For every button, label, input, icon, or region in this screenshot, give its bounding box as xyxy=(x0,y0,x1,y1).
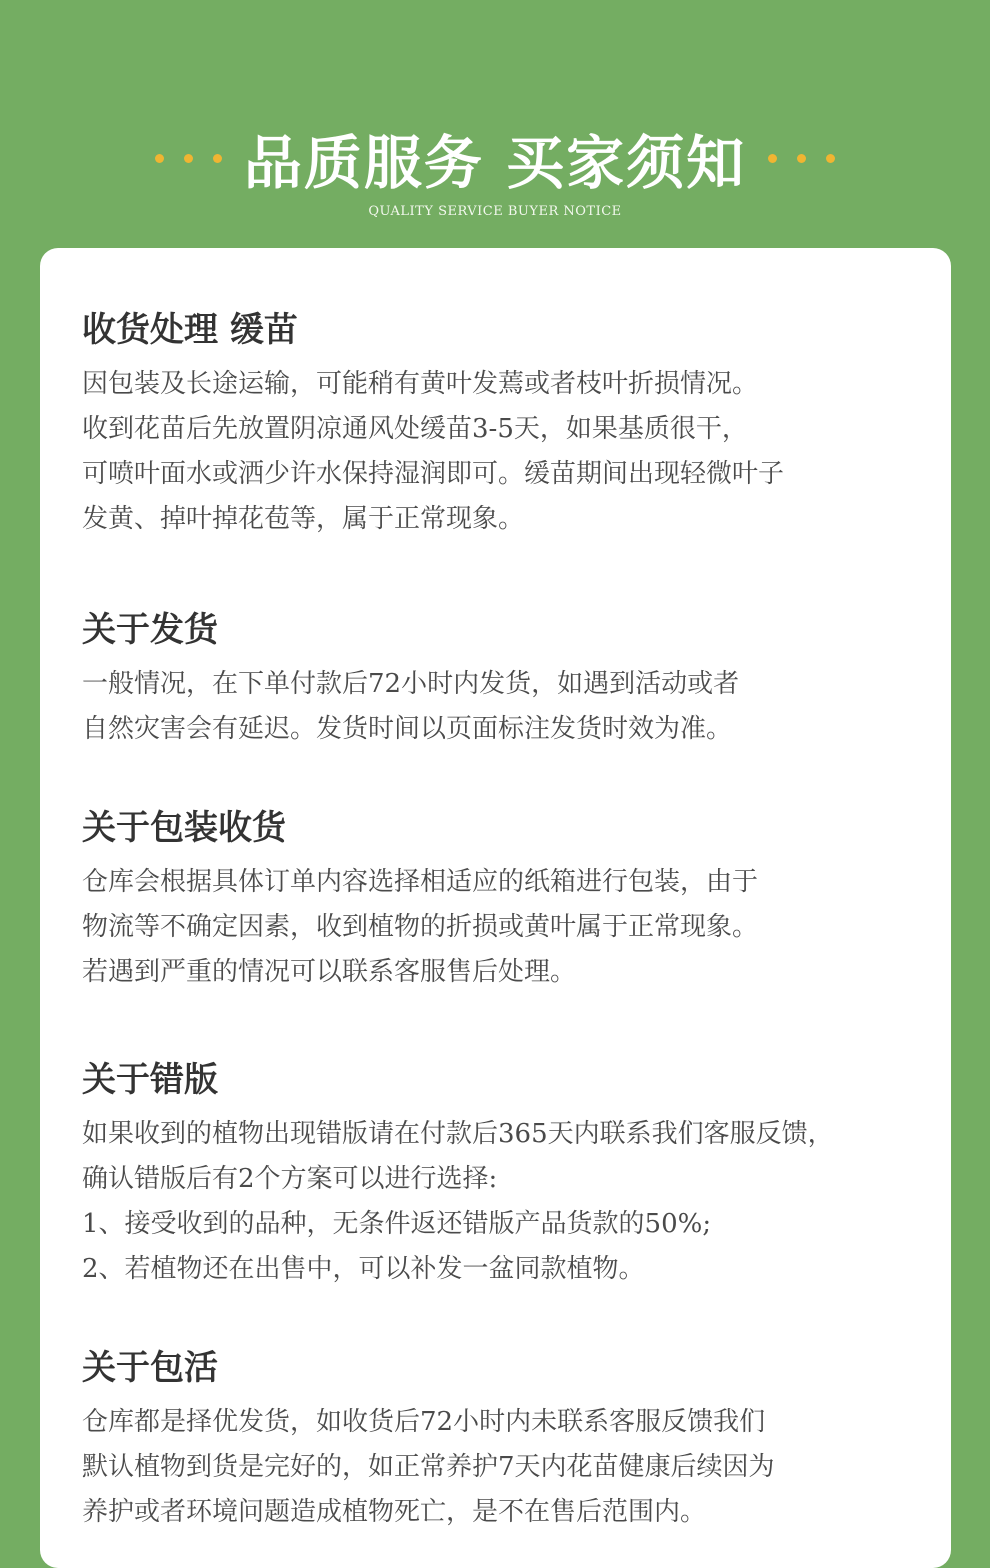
section-body xyxy=(82,860,942,995)
body-line: 2、若植物还在出售中，可以补发一盆同款植物。 xyxy=(82,1254,645,1284)
section-packaging xyxy=(82,806,942,995)
dot-icon xyxy=(768,154,777,163)
notice-card xyxy=(40,248,951,1568)
body-line: 仓库都是择优发货，如收货后72小时内未联系客服反馈我们 xyxy=(82,1407,766,1437)
header-banner xyxy=(0,0,990,248)
left-dots-decoration xyxy=(155,154,222,163)
section-survival-guarantee xyxy=(82,1346,942,1535)
title-row xyxy=(0,118,990,198)
body-line: 发黄、掉叶掉花苞等，属于正常现象。 xyxy=(82,504,525,534)
section-title: 收货处理 缓苗 xyxy=(82,310,298,350)
dot-icon xyxy=(797,154,806,163)
dot-icon xyxy=(213,154,222,163)
section-title: 关于发货 xyxy=(82,610,218,650)
body-line: 可喷叶面水或洒少许水保持湿润即可。缓苗期间出现轻微叶子 xyxy=(82,459,785,489)
body-line: 默认植物到货是完好的，如正常养护7天内花苗健康后续因为 xyxy=(82,1452,775,1482)
body-line: 收到花苗后先放置阴凉通风处缓苗3-5天，如果基质很干， xyxy=(82,414,748,444)
section-shipping xyxy=(82,608,942,752)
section-receiving xyxy=(82,308,942,542)
dot-icon xyxy=(184,154,193,163)
body-line: 自然灾害会有延迟。发货时间以页面标注发货时效为准。 xyxy=(82,714,733,744)
dot-icon xyxy=(826,154,835,163)
right-dots-decoration xyxy=(768,154,835,163)
page-subtitle: QUALITY SERVICE BUYER NOTICE xyxy=(368,204,622,219)
section-wrong-variety xyxy=(82,1058,942,1292)
body-line: 因包装及长途运输，可能稍有黄叶发蔫或者枝叶折损情况。 xyxy=(82,369,759,399)
body-line: 若遇到严重的情况可以联系客服售后处理。 xyxy=(82,957,577,987)
body-line: 仓库会根据具体订单内容选择相适应的纸箱进行包装，由于 xyxy=(82,867,759,897)
section-body xyxy=(82,362,942,542)
section-title: 关于包活 xyxy=(82,1348,218,1388)
section-body xyxy=(82,1112,942,1292)
section-body xyxy=(82,1400,942,1535)
page-title: 品质服务 买家须知 xyxy=(243,129,747,197)
body-line: 如果收到的植物出现错版请在付款后365天内联系我们客服反馈， xyxy=(82,1119,834,1149)
body-line: 一般情况，在下单付款后72小时内发货，如遇到活动或者 xyxy=(82,669,740,699)
body-line: 养护或者环境问题造成植物死亡，是不在售后范围内。 xyxy=(82,1497,707,1527)
body-line: 确认错版后有2个方案可以进行选择: xyxy=(82,1164,498,1194)
dot-icon xyxy=(155,154,164,163)
body-line: 1、接受收到的品种，无条件返还错版产品货款的50%; xyxy=(82,1209,712,1239)
section-body xyxy=(82,662,942,752)
section-title: 关于错版 xyxy=(82,1060,218,1100)
body-line: 物流等不确定因素，收到植物的折损或黄叶属于正常现象。 xyxy=(82,912,759,942)
section-title: 关于包装收货 xyxy=(82,808,286,848)
